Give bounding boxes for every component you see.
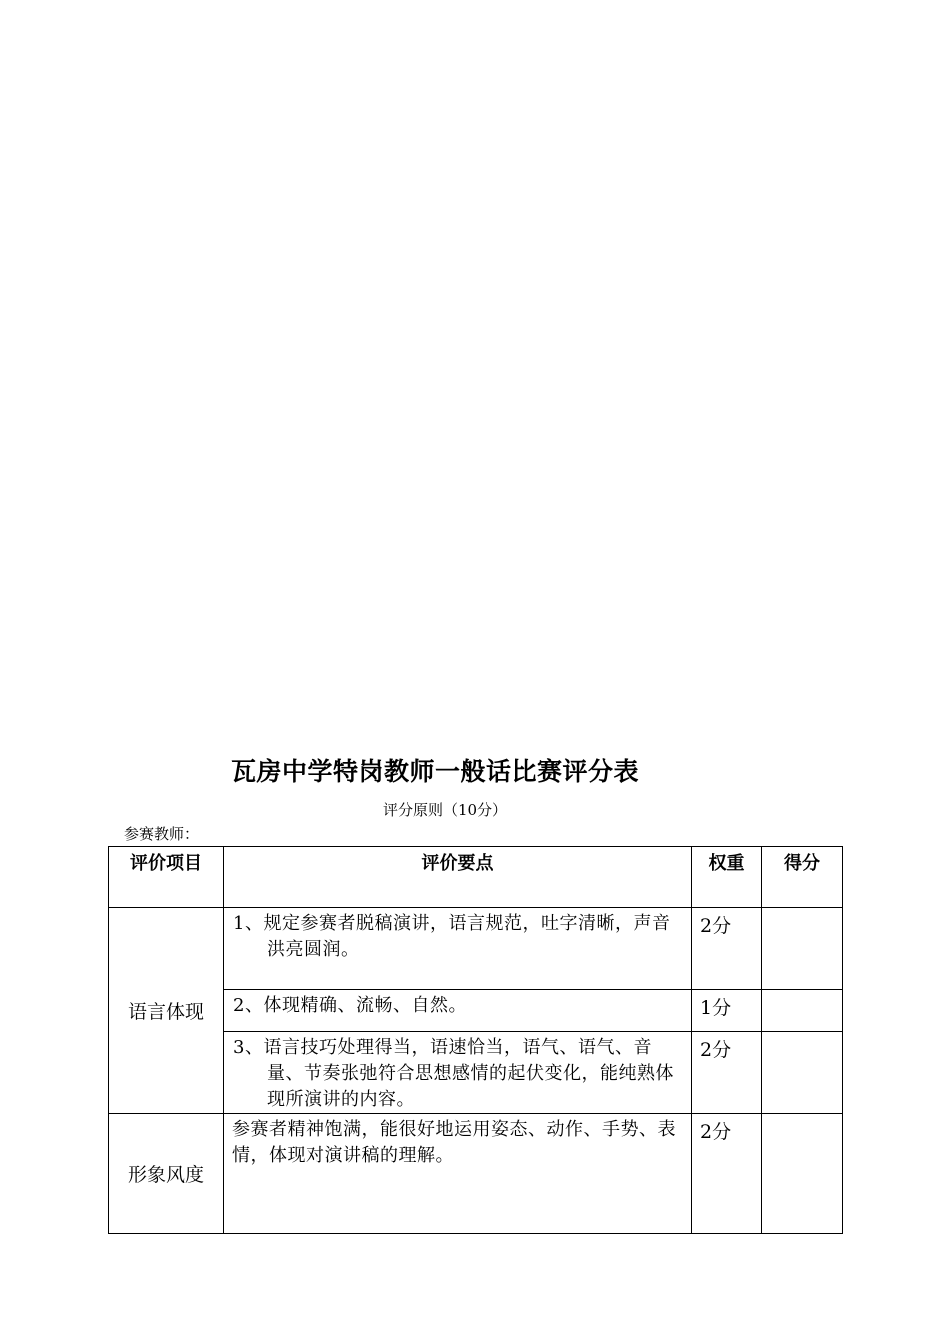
evaluation-point: 2、体现精确、流畅、自然。 — [224, 990, 692, 1032]
header-evaluation-item: 评价项目 — [109, 847, 224, 908]
participant-label: 参赛教师： — [124, 825, 200, 843]
score-cell[interactable] — [762, 990, 843, 1032]
evaluation-point: 1、规定参赛者脱稿演讲，语言规范，吐字清晰，声音洪亮圆润。 — [224, 908, 692, 990]
weight-value: 1分 — [692, 990, 762, 1032]
score-cell[interactable] — [762, 908, 843, 990]
header-score: 得分 — [762, 847, 843, 908]
page-title: 瓦房中学特岗教师一般话比赛评分表 — [230, 757, 639, 786]
table-row — [109, 1114, 843, 1234]
evaluation-point: 参赛者精神饱满，能很好地运用姿态、动作、手势、表情，体现对演讲稿的理解。 — [224, 1114, 692, 1234]
category-language: 语言体现 — [109, 908, 224, 1114]
weight-value: 2分 — [692, 1114, 762, 1234]
weight-value: 2分 — [692, 1032, 762, 1114]
header-evaluation-points: 评价要点 — [224, 847, 692, 908]
table-row — [109, 908, 843, 990]
score-cell[interactable] — [762, 1114, 843, 1234]
evaluation-point: 3、语言技巧处理得当，语速恰当，语气、语气、音量、节奏张弛符合思想感情的起伏变化，能纯熟体现所演讲的内容。 — [224, 1032, 692, 1114]
header-weight: 权重 — [692, 847, 762, 908]
scoring-table — [108, 846, 843, 1234]
category-image: 形象风度 — [109, 1114, 224, 1234]
scoring-principle-subtitle: 评分原则（10分） — [382, 801, 508, 819]
score-cell[interactable] — [762, 1032, 843, 1114]
table-header-row — [109, 847, 843, 908]
weight-value: 2分 — [692, 908, 762, 990]
